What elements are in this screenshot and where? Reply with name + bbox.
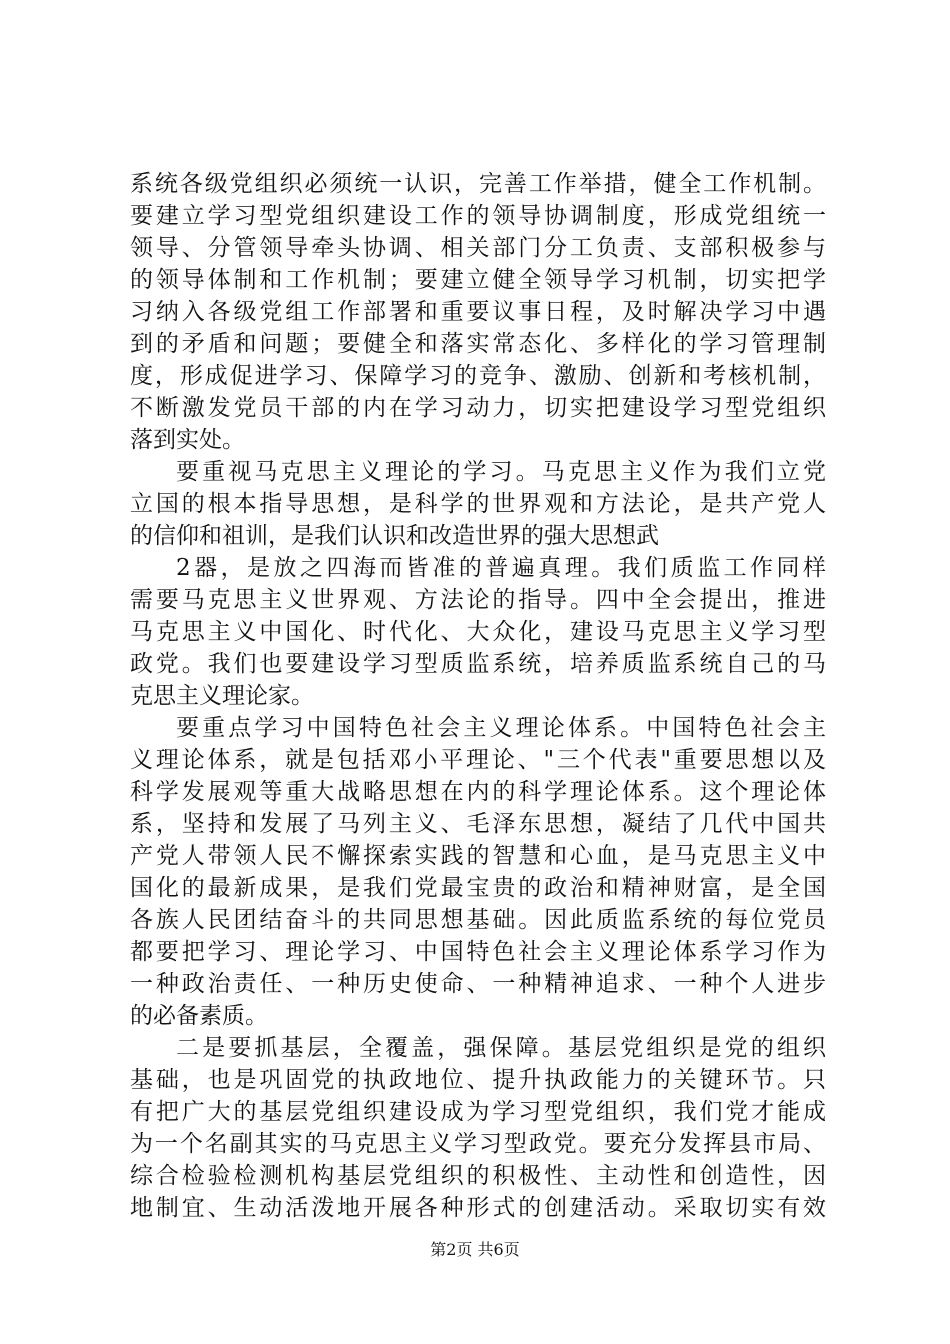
text-line: 为一个名副其实的马克思主义学习型政党。要充分发挥县市局、 (130, 1131, 826, 1157)
text-line: 科学发展观等重大战略思想在内的科学理论体系。这个理论体 (130, 779, 826, 805)
paragraph-start-line: 2器，是放之四海而皆准的普遍真理。我们质监工作同样 (176, 555, 826, 581)
text-line: 立国的根本指导思想，是科学的世界观和方法论，是共产党人 (130, 491, 826, 517)
text-line: 有把广大的基层党组织建设成为学习型党组织，我们党才能成 (130, 1099, 826, 1125)
text-line: 要建立学习型党组织建设工作的领导协调制度，形成党组统一 (130, 203, 826, 229)
text-line: 克思主义理论家。 (130, 683, 314, 709)
text-line: 各族人民团结奋斗的共同思想基础。因此质监系统的每位党员 (130, 907, 826, 933)
paragraph-start-line: 二是要抓基层，全覆盖，强保障。基层党组织是党的组织 (176, 1035, 826, 1061)
text-line: 不断激发党员干部的内在学习动力，切实把建设学习型党组织 (130, 395, 826, 421)
text-line: 地制宜、生动活泼地开展各种形式的创建活动。采取切实有效 (130, 1195, 826, 1221)
text-line: 综合检验检测机构基层党组织的积极性、主动性和创造性，因 (130, 1163, 826, 1189)
text-line: 系，坚持和发展了马列主义、毛泽东思想，凝结了几代中国共 (130, 811, 826, 837)
text-line: 政党。我们也要建设学习型质监系统，培养质监系统自己的马 (130, 651, 826, 677)
paragraph-start-line: 要重视马克思主义理论的学习。马克思主义作为我们立党 (176, 459, 826, 485)
text-line: 的领导体制和工作机制；要建立健全领导学习机制，切实把学 (130, 267, 826, 293)
text-line: 的信仰和祖训，是我们认识和改造世界的强大思想武 (130, 523, 659, 549)
text-line: 产党人带领人民不懈探索实践的智慧和心血，是马克思主义中 (130, 843, 826, 869)
text-line: 落到实处。 (130, 427, 245, 453)
text-line: 的必备素质。 (130, 1003, 268, 1029)
text-line: 习纳入各级党组工作部署和重要议事日程，及时解决学习中遇 (130, 299, 826, 325)
body-text (130, 168, 826, 1224)
text-line: 都要把学习、理论学习、中国特色社会主义理论体系学习作为 (130, 939, 826, 965)
text-line: 需要马克思主义世界观、方法论的指导。四中全会提出，推进 (130, 587, 826, 613)
text-line: 马克思主义中国化、时代化、大众化，建设马克思主义学习型 (130, 619, 826, 645)
text-line: 到的矛盾和问题；要健全和落实常态化、多样化的学习管理制 (130, 331, 826, 357)
paragraph-start-line: 要重点学习中国特色社会主义理论体系。中国特色社会主 (176, 715, 826, 741)
text-line: 基础，也是巩固党的执政地位、提升执政能力的关键环节。只 (130, 1067, 826, 1093)
text-line: 国化的最新成果，是我们党最宝贵的政治和精神财富，是全国 (130, 875, 826, 901)
text-line: 度，形成促进学习、保障学习的竞争、激励、创新和考核机制， (130, 363, 826, 389)
text-line: 系统各级党组织必须统一认识，完善工作举措，健全工作机制。 (130, 171, 826, 197)
text-line: 一种政治责任、一种历史使命、一种精神追求、一种个人进步 (130, 971, 826, 997)
text-line: 领导、分管领导牵头协调、相关部门分工负责、支部积极参与 (130, 235, 826, 261)
text-line: 义理论体系，就是包括邓小平理论、"三个代表"重要思想以及 (130, 747, 826, 773)
page-number-footer: 第2页 共6页 (430, 1240, 520, 1259)
